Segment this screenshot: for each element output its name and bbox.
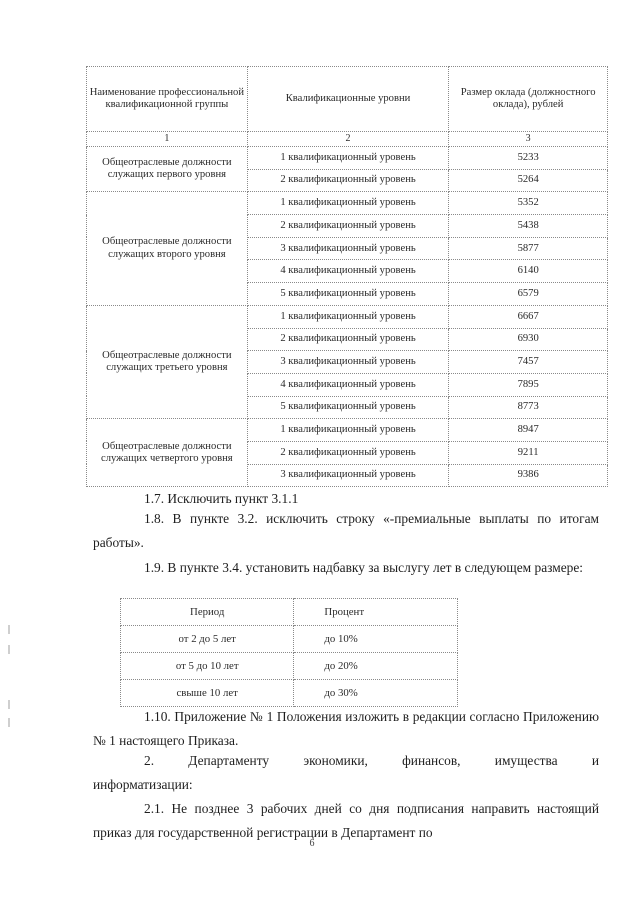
paragraph-2-1: 2.1. Не позднее 3 рабочих дней со дня подписания направить настоящий приказ для государственной регистрации в Департамент по xyxy=(93,801,599,840)
salary-value: 9386 xyxy=(449,464,608,487)
qualification-level: 3 квалификационный уровень xyxy=(247,351,449,374)
table-row xyxy=(87,419,608,442)
qualification-level: 2 квалификационный уровень xyxy=(247,169,449,192)
seniority-table-header-row xyxy=(121,599,458,626)
salary-value: 5352 xyxy=(449,192,608,215)
salary-value: 5233 xyxy=(449,147,608,170)
seniority-bonus-table xyxy=(120,598,458,707)
table-row xyxy=(121,626,458,653)
qualification-level: 1 квалификационный уровень xyxy=(247,192,449,215)
scan-artifact xyxy=(8,645,10,654)
period-value: от 2 до 5 лет xyxy=(121,626,294,653)
salary-table-body xyxy=(87,67,608,487)
qualification-level: 4 квалификационный уровень xyxy=(247,373,449,396)
table-row xyxy=(121,680,458,707)
qualification-level: 1 квалификационный уровень xyxy=(247,305,449,328)
paragraph-1-7: 1.7. Исключить пункт 3.1.1 xyxy=(144,491,299,506)
seniority-bonus-table-body xyxy=(121,599,458,707)
salary-value: 7457 xyxy=(449,351,608,374)
table-row xyxy=(87,305,608,328)
qualification-level: 5 квалификационный уровень xyxy=(247,396,449,419)
column-number-3: 3 xyxy=(449,132,608,147)
salary-value: 8773 xyxy=(449,396,608,419)
qualification-level: 2 квалификационный уровень xyxy=(247,215,449,238)
percent-value: до 20% xyxy=(294,653,458,680)
percent-value: до 10% xyxy=(294,626,458,653)
qualification-level: 4 квалификационный уровень xyxy=(247,260,449,283)
table-row xyxy=(121,653,458,680)
table-row xyxy=(87,147,608,170)
salary-value: 8947 xyxy=(449,419,608,442)
page-number: 6 xyxy=(309,838,315,849)
salary-value: 5264 xyxy=(449,169,608,192)
scan-artifact xyxy=(8,718,10,727)
salary-table-column-numbers-row xyxy=(87,132,608,147)
salary-value: 9211 xyxy=(449,441,608,464)
period-value: от 5 до 10 лет xyxy=(121,653,294,680)
qualification-level: 5 квалификационный уровень xyxy=(247,283,449,306)
column-number-1: 1 xyxy=(87,132,248,147)
qualification-level: 3 квалификационный уровень xyxy=(247,464,449,487)
salary-table-header-row xyxy=(87,67,608,132)
period-value: свыше 10 лет xyxy=(121,680,294,707)
paragraph-2-line-1: 2. Департаменту экономики, финансов, имущества и xyxy=(144,753,599,768)
header-qualification-group: Наименование профессиональной квалификационной группы xyxy=(87,67,248,132)
paragraph-2-line-2: информатизации: xyxy=(93,777,193,792)
salary-value: 7895 xyxy=(449,373,608,396)
qualification-level: 1 квалификационный уровень xyxy=(247,419,449,442)
header-period: Период xyxy=(121,599,294,626)
header-qualification-levels: Квалификационные уровни xyxy=(247,67,449,132)
paragraph-1-9: 1.9. В пункте 3.4. установить надбавку за выслугу лет в следующем размере: xyxy=(144,560,584,575)
qualification-group-name: Общеотраслевые должности служащих первого уровня xyxy=(87,147,248,192)
salary-value: 6667 xyxy=(449,305,608,328)
percent-value: до 30% xyxy=(294,680,458,707)
qualification-group-name: Общеотраслевые должности служащих третьего уровня xyxy=(87,305,248,418)
qualification-level: 2 квалификационный уровень xyxy=(247,328,449,351)
header-percent: Процент xyxy=(294,599,458,626)
qualification-level: 1 квалификационный уровень xyxy=(247,147,449,170)
salary-value: 5438 xyxy=(449,215,608,238)
salary-value: 6930 xyxy=(449,328,608,351)
salary-value: 6579 xyxy=(449,283,608,306)
table-row xyxy=(87,192,608,215)
qualification-level: 2 квалификационный уровень xyxy=(247,441,449,464)
salary-value: 5877 xyxy=(449,237,608,260)
salary-table xyxy=(86,66,608,487)
scan-artifact xyxy=(8,625,10,634)
salary-value: 6140 xyxy=(449,260,608,283)
qualification-group-name: Общеотраслевые должности служащих четвертого уровня xyxy=(87,419,248,487)
header-salary-size: Размер оклада (должностного оклада), рублей xyxy=(449,67,608,132)
paragraph-1-10: 1.10. Приложение № 1 Положения изложить в редакции согласно Приложению № 1 настоящего Приказа. xyxy=(93,709,599,748)
qualification-group-name: Общеотраслевые должности служащих второго уровня xyxy=(87,192,248,305)
qualification-level: 3 квалификационный уровень xyxy=(247,237,449,260)
column-number-2: 2 xyxy=(247,132,449,147)
paragraph-1-8: 1.8. В пункте 3.2. исключить строку «-премиальные выплаты по итогам работы». xyxy=(93,511,599,550)
scan-artifact xyxy=(8,700,10,709)
